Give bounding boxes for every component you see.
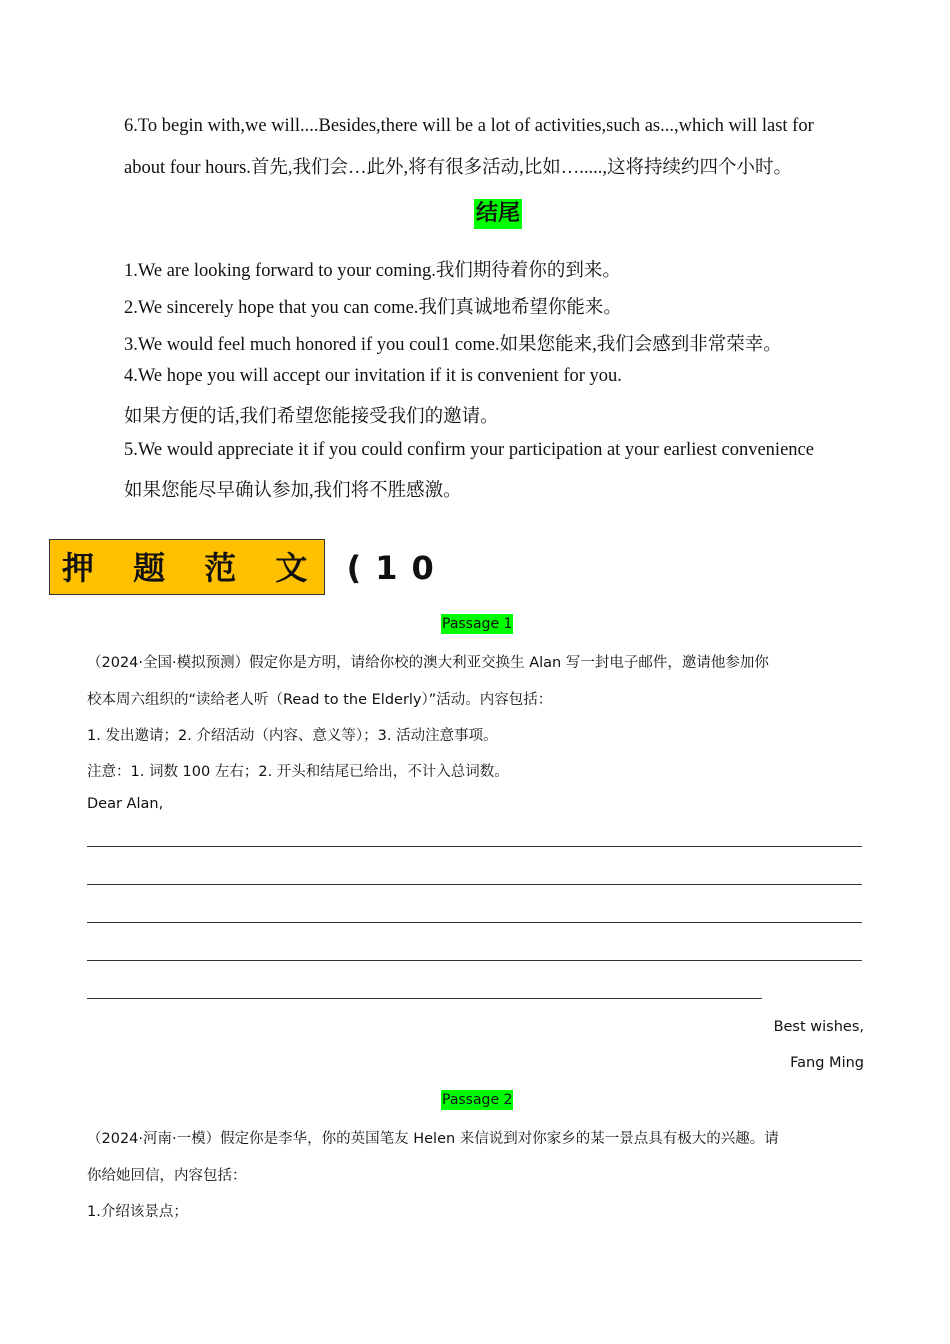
- phrase-line-6b: about four hours.首先,我们会…此外,将有很多活动,比如….....,这将持续约四个小时。: [124, 158, 793, 178]
- passage-1-closing: Best wishes,: [773, 1019, 864, 1035]
- passage-2-prompt-line-1: （2024·河南·一模）假定你是李华，你的英国笔友 Helen 来信说到对你家乡的某一景点具有极大的兴趣。请: [87, 1131, 779, 1147]
- ending-item-2: 2.We sincerely hope that you can come.我们真诚地希望你能来。: [124, 298, 622, 318]
- writing-line: [87, 846, 862, 847]
- passage-2-label: Passage 2: [442, 1092, 513, 1108]
- passage-1-greeting: Dear Alan,: [87, 796, 164, 812]
- writing-line: [87, 884, 862, 885]
- ending-item-5: 5.We would appreciate it if you could confirm your participation at your earliest convenience: [124, 440, 814, 460]
- passage-1-signature: Fang Ming: [790, 1055, 864, 1071]
- phrase-line-6a: 6.To begin with,we will....Besides,there will be a lot of activities,such as...,which will last for: [124, 116, 814, 136]
- ending-item-1: 1.We are looking forward to your coming.我们期待着你的到来。: [124, 261, 621, 281]
- writing-line: [87, 960, 862, 961]
- passage-1-note: 注意：1. 词数 100 左右；2. 开头和结尾已给出，不计入总词数。: [87, 764, 509, 780]
- passage-2-point-1: 1.介绍该景点；: [87, 1204, 188, 1220]
- ending-item-4-translation: 如果方便的话,我们希望您能接受我们的邀请。: [124, 407, 499, 427]
- section-title: 押 题 范 文 (10: [62, 549, 448, 587]
- passage-1-points: 1. 发出邀请；2. 介绍活动（内容、意义等）；3. 活动注意事项。: [87, 728, 498, 744]
- passage-1-label: Passage 1: [442, 616, 513, 632]
- passage-2-prompt-line-2: 你给她回信，内容包括：: [87, 1168, 247, 1184]
- passage-1-prompt-line-2: 校本周六组织的“读给老人听（Read to the Elderly）”活动。内容包括：: [87, 692, 553, 708]
- ending-item-3: 3.We would feel much honored if you coul1 come.如果您能来,我们会感到非常荣幸。: [124, 335, 782, 355]
- ending-heading: 结尾: [474, 199, 522, 229]
- writing-line: [87, 922, 862, 923]
- passage-1-prompt-line-1: （2024·全国·模拟预测）假定你是方明，请给你校的澳大利亚交换生 Alan 写一封电子邮件，邀请他参加你: [87, 655, 769, 671]
- writing-line: [87, 998, 762, 999]
- section-title-box: [49, 539, 448, 595]
- ending-item-5-translation: 如果您能尽早确认参加,我们将不胜感激。: [124, 481, 462, 501]
- ending-item-4: 4.We hope you will accept our invitation if it is convenient for you.: [124, 366, 622, 386]
